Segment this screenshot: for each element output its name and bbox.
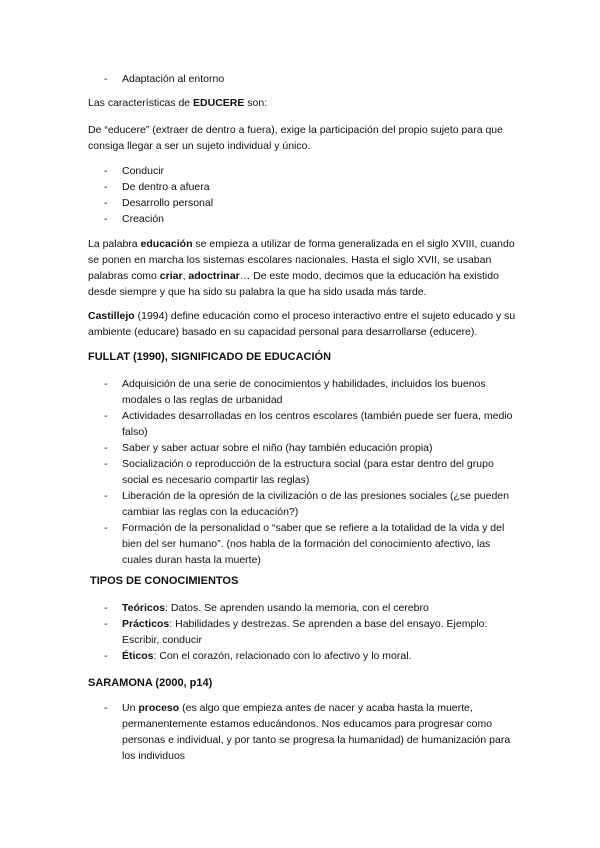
section-heading-tipos [88, 573, 516, 589]
text: : Con el corazón, relacionado con lo afectivo y lo moral. [153, 650, 412, 662]
bold-term-educere: EDUCERE [193, 97, 245, 109]
paragraph-educere-intro [88, 95, 516, 111]
section-heading-saramona [88, 675, 516, 691]
bold-term-castillejo: Castillejo [88, 310, 135, 322]
list-fullat [88, 376, 516, 568]
list-item [88, 616, 516, 648]
text: : Habilidades y destrezas. Se aprenden a base del ensayo. Ejemplo: Escribir, conducir [122, 618, 488, 646]
list-item [88, 648, 516, 664]
list-item: - Adaptación al entorno [88, 71, 516, 87]
list-item [88, 700, 516, 764]
bold-term: Éticos [122, 650, 154, 662]
list-entorno [88, 71, 516, 87]
bold-term: Teóricos [122, 602, 165, 614]
text: La palabra [88, 238, 141, 250]
paragraph-educacion [88, 236, 516, 300]
bold-term: adoctrinar [188, 270, 240, 282]
list-item: - Formación de la personalidad o “saber que se refiere a la totalidad de la vida y del bien del ser humano”. (nos habla de la formación del conocimiento afectivo, las cuales duran hasta la muerte) [88, 520, 516, 568]
section-heading-fullat [88, 349, 516, 365]
text: Las características de [88, 97, 194, 109]
paragraph-text: De “educere” (extraer de dentro a fuera), exige la participación del propio sujeto para que consiga llegar a ser un sujeto individual y único. [88, 124, 503, 152]
bold-term-proceso: proceso [138, 702, 180, 714]
text: Un [122, 702, 139, 714]
heading-text: FULLAT (1990), SIGNIFICADO DE EDUCACIÓN [88, 351, 332, 363]
paragraph-educere-definition [88, 122, 516, 154]
heading-text: SARAMONA (2000, p14) [88, 677, 213, 689]
text: : Datos. Se aprenden usando la memoria, con el cerebro [164, 602, 429, 614]
text: se empieza a utilizar de forma generalizada en el siglo XVIII, cuando se ponen en marcha los sistemas escolares nacionales. Hasta el siglo XVII, se usaban palabras como [88, 238, 515, 282]
paragraph-castillejo [88, 308, 516, 340]
list-educere [88, 163, 516, 227]
list-tipos [88, 600, 516, 664]
list-item: - De dentro a afuera [88, 179, 516, 195]
list-item: - Liberación de la opresión de la civilización o de las presiones sociales (¿se pueden cambiar las reglas con la educación?) [88, 488, 516, 520]
text: … De este modo, decimos que la educación ha existido desde siempre y que ha sido su palabra la que ha sido usada más tarde. [88, 270, 499, 298]
text: , [182, 270, 189, 282]
list-item: - Actividades desarrolladas en los centros escolares (también puede ser fuera, medio falso) [88, 408, 516, 440]
text: son: [244, 97, 268, 109]
list-item: - Saber y saber actuar sobre el niño (hay también educación propia) [88, 440, 516, 456]
text: (es algo que empieza antes de nacer y acaba hasta la muerte, permanentemente estamos educándonos. Nos educamos para progresar como personas e individual, y por tanto se progresa la humanidad) de humanización para los individuos [122, 702, 511, 762]
heading-text: TIPOS DE CONOCIMIENTOS [90, 575, 239, 587]
list-item: - Conducir [88, 163, 516, 179]
list-item [88, 600, 516, 616]
text: (1994) define educación como el proceso interactivo entre el sujeto educado y su ambiente (educare) basado en su capacidad personal para desarrollarse (educere). [88, 310, 516, 338]
bold-term: Prácticos [122, 618, 170, 630]
list-item: - Adquisición de una serie de conocimientos y habilidades, incluidos los buenos modales o las reglas de urbanidad [88, 376, 516, 408]
bold-term: criar [159, 270, 183, 282]
list-item: - Socialización o reproducción de la estructura social (para estar dentro del grupo social es necesario compartir las reglas) [88, 456, 516, 488]
list-saramona [88, 700, 516, 764]
bold-term: educación [140, 238, 193, 250]
list-item: - Creación [88, 211, 516, 227]
list-item: - Desarrollo personal [88, 195, 516, 211]
